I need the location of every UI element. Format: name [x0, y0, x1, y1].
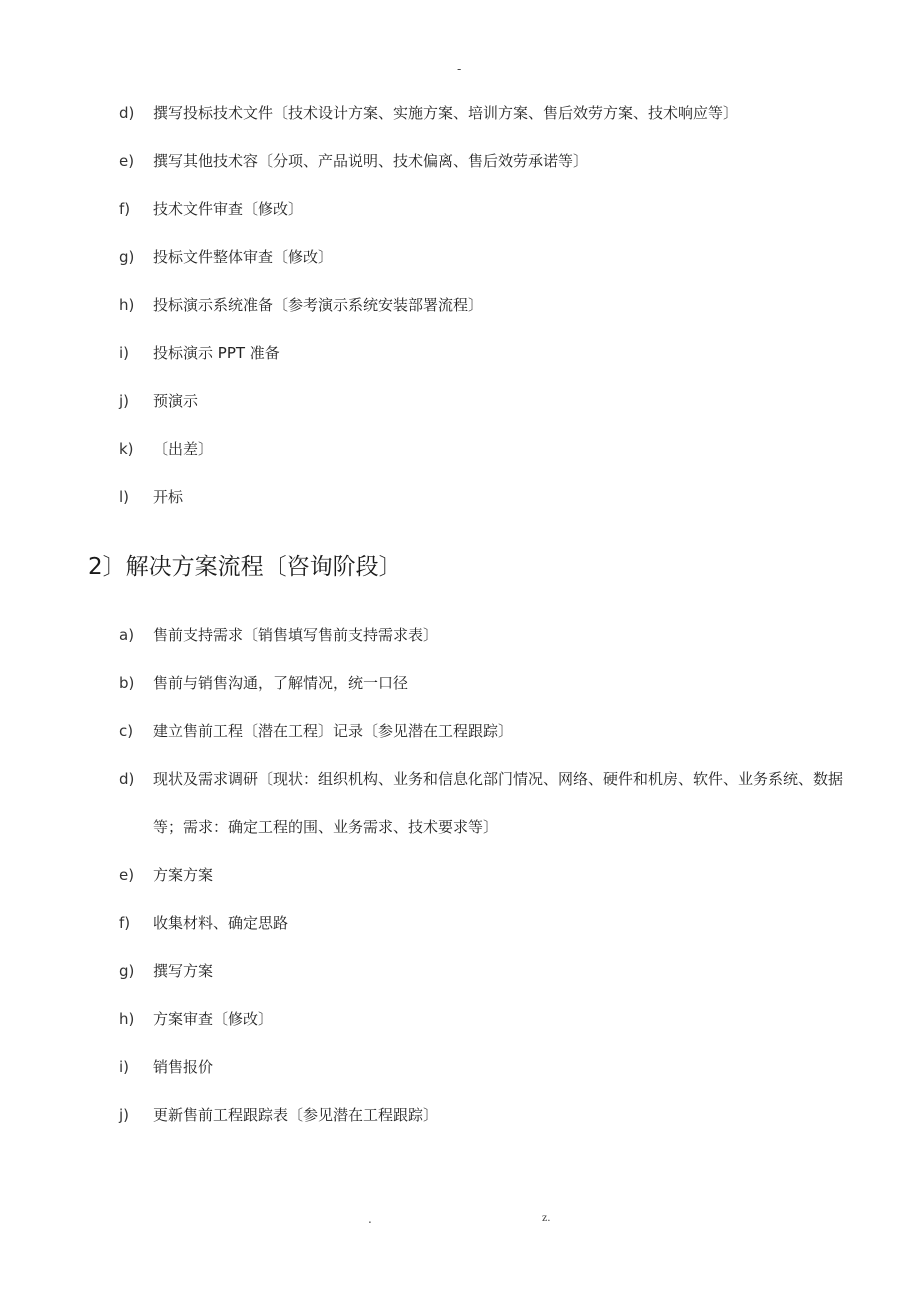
item-label: k) — [119, 440, 134, 458]
item-label: h) — [119, 296, 135, 314]
item-label: c) — [119, 722, 134, 740]
list-item — [119, 611, 859, 659]
item-text: 撰写其他技术容〔分项、产品说明、技术偏离、售后效劳承诺等〕 — [153, 152, 589, 170]
item-label: g) — [119, 248, 135, 266]
list-item — [119, 425, 859, 473]
item-text: 更新售前工程跟踪表〔参见潜在工程跟踪〕 — [153, 1106, 439, 1124]
item-label: l) — [119, 488, 130, 506]
item-text: 预演示 — [153, 392, 199, 410]
list-item — [119, 329, 859, 377]
item-text: 销售报价 — [153, 1058, 214, 1076]
item-text: 方案方案 — [153, 866, 214, 884]
item-text: 开标 — [153, 488, 184, 506]
list-item — [119, 281, 859, 329]
item-label: h) — [119, 1010, 135, 1028]
item-text: 撰写投标技术文件〔技术设计方案、实施方案、培训方案、售后效劳方案、技术响应等〕 — [153, 104, 739, 122]
item-label: d) — [119, 104, 135, 122]
item-text: 建立售前工程〔潜在工程〕记录〔参见潜在工程跟踪〕 — [153, 722, 514, 740]
item-label: d) — [119, 770, 135, 788]
list-item — [119, 473, 859, 521]
footer-left-mark: . — [368, 1212, 372, 1226]
list-item — [119, 1043, 859, 1091]
item-text: 投标文件整体审查〔修改〕 — [153, 248, 334, 266]
item-label: e) — [119, 866, 135, 884]
list-item — [119, 1091, 859, 1139]
item-text: 售前支持需求〔销售填写售前支持需求表〕 — [153, 626, 439, 644]
item-label: i) — [119, 1058, 130, 1076]
item-label: g) — [119, 962, 135, 980]
list-item — [119, 377, 859, 425]
list-item — [119, 659, 859, 707]
list-item — [119, 995, 859, 1043]
item-label: a) — [119, 626, 135, 644]
item-label: j) — [119, 392, 130, 410]
item-label: e) — [119, 152, 135, 170]
list-item — [119, 851, 859, 899]
section-heading: 2〕解决方案流程〔咨询阶段〕 — [88, 554, 402, 580]
list-item — [119, 89, 859, 137]
item-text: 投标演示 PPT 准备 — [153, 344, 280, 362]
item-label: i) — [119, 344, 130, 362]
item-text: 投标演示系统准备〔参考演示系统安装部署流程〕 — [153, 296, 484, 314]
item-label: b) — [119, 674, 135, 692]
list-item — [119, 185, 859, 233]
list-item — [119, 233, 859, 281]
bid-steps-list — [119, 89, 859, 521]
item-text: 方案审查〔修改〕 — [153, 1010, 274, 1028]
item-text: 收集材料、确定思路 — [153, 914, 289, 932]
footer-right-mark: z. — [542, 1210, 551, 1224]
item-text: 〔出差〕 — [153, 440, 214, 458]
item-label: f) — [119, 200, 131, 218]
page-header-mark: - — [457, 62, 462, 76]
item-text: 售前与销售沟通，了解情况，统一口径 — [153, 674, 409, 692]
list-item — [119, 755, 859, 851]
solution-steps-list — [119, 611, 859, 1139]
list-item — [119, 137, 859, 185]
list-item — [119, 947, 859, 995]
list-item — [119, 707, 859, 755]
item-label: f) — [119, 914, 131, 932]
item-text: 技术文件审查〔修改〕 — [153, 200, 304, 218]
list-item — [119, 899, 859, 947]
item-text: 现状及需求调研〔现状：组织机构、业务和信息化部门情况、网络、硬件和机房、软件、业务系统、数据等；需求：确定工程的围、业务需求、技术要求等〕 — [153, 770, 844, 836]
item-text: 撰写方案 — [153, 962, 214, 980]
item-label: j) — [119, 1106, 130, 1124]
